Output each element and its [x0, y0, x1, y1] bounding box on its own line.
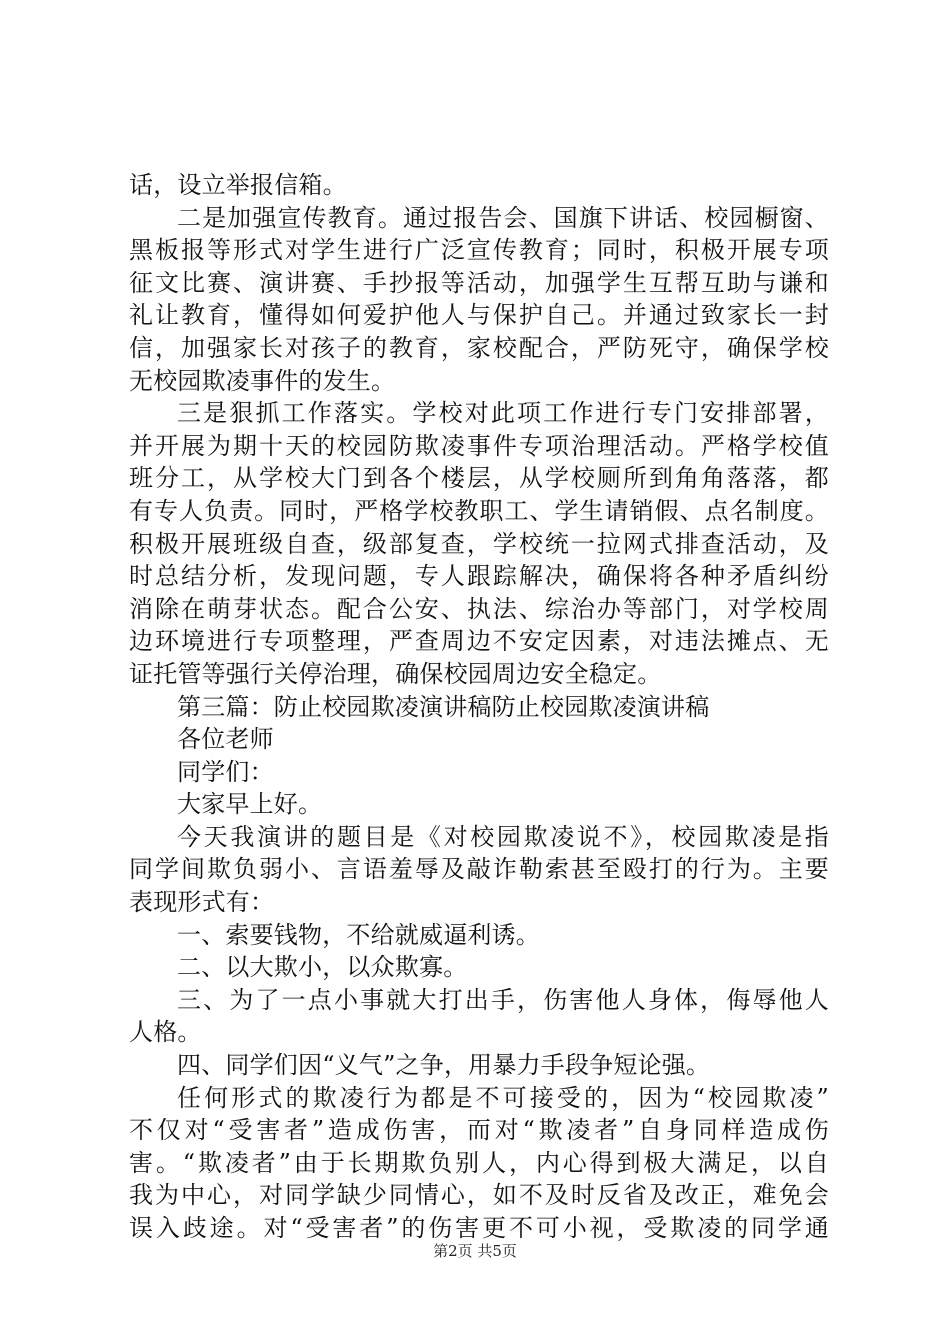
text-line: 礼让教育，懂得如何爱护他人与保护自己。并通过致家长一封: [129, 301, 829, 330]
text-line: 信，加强家长对孩子的教育，家校配合，严防死守，确保学校: [129, 333, 829, 362]
text-line: 今天我演讲的题目是《对校园欺凌说不》，校园欺凌是指: [177, 822, 829, 851]
text-line: 第三篇：防止校园欺凌演讲稿防止校园欺凌演讲稿: [177, 692, 710, 721]
text-line: 误入歧途。对“受害者”的伤害更不可小视，受欺凌的同学通: [129, 1214, 829, 1242]
text-line: 征文比赛、演讲赛、手抄报等活动，加强学生互帮互助与谦和: [129, 268, 829, 297]
text-line: 证托管等强行关停治理，确保校园周边安全稳定。: [129, 659, 662, 688]
text-line: 害。“欺凌者”由于长期欺负别人，内心得到极大满足，以自: [129, 1148, 829, 1177]
document-body: [129, 169, 829, 1245]
text-line: 一、索要钱物，不给就威逼利诱。: [177, 920, 540, 949]
text-line: 三、为了一点小事就大打出手，伤害他人身体，侮辱他人: [177, 985, 829, 1014]
text-line: 四、同学们因“义气”之争，用暴力手段争短论强。: [177, 1051, 711, 1080]
text-line: 话，设立举报信箱。: [129, 171, 347, 199]
text-line: 二是加强宣传教育。通过报告会、国旗下讲话、校园橱窗、: [177, 203, 829, 232]
text-line: 表现形式有：: [129, 888, 275, 917]
text-line: 人格。: [129, 1018, 202, 1047]
text-line: 二、以大欺小，以众欺寡。: [177, 953, 468, 982]
text-line: 同学间欺负弱小、言语羞辱及敲诈勒索甚至殴打的行为。主要: [129, 855, 829, 884]
text-line: 大家早上好。: [177, 790, 323, 819]
text-line: 任何形式的欺凌行为都是不可接受的，因为“校园欺凌”: [177, 1083, 829, 1112]
text-line: 并开展为期十天的校园防欺凌事件专项治理活动。严格学校值: [129, 431, 829, 460]
text-line: 不仅对“受害者”造成伤害，而对“欺凌者”自身同样造成伤: [129, 1116, 829, 1145]
text-line: 消除在萌芽状态。配合公安、执法、综治办等部门，对学校周: [129, 594, 829, 623]
text-line: 我为中心，对同学缺少同情心，如不及时反省及改正，难免会: [129, 1181, 829, 1210]
text-line: 各位老师: [177, 725, 274, 754]
text-line: 有专人负责。同时，严格学校教职工、学生请销假、点名制度。: [129, 496, 829, 525]
text-line: 积极开展班级自查，级部复查，学校统一拉网式排查活动，及: [129, 529, 829, 558]
text-line: 三是狠抓工作落实。学校对此项工作进行专门安排部署，: [177, 399, 829, 428]
text-line: 黑板报等形式对学生进行广泛宣传教育；同时，积极开展专项: [129, 236, 829, 265]
text-line: 班分工，从学校大门到各个楼层，从学校厕所到角角落落，都: [129, 464, 829, 493]
text-line: 边环境进行专项整理，严查周边不安定因素，对违法摊点、无: [129, 627, 829, 656]
text-line: 同学们：: [177, 757, 274, 786]
page-footer: 第2页 共5页: [433, 1242, 517, 1260]
text-line: 时总结分析，发现问题，专人跟踪解决，确保将各种矛盾纠纷: [129, 562, 829, 591]
text-line: 无校园欺凌事件的发生。: [129, 366, 396, 395]
